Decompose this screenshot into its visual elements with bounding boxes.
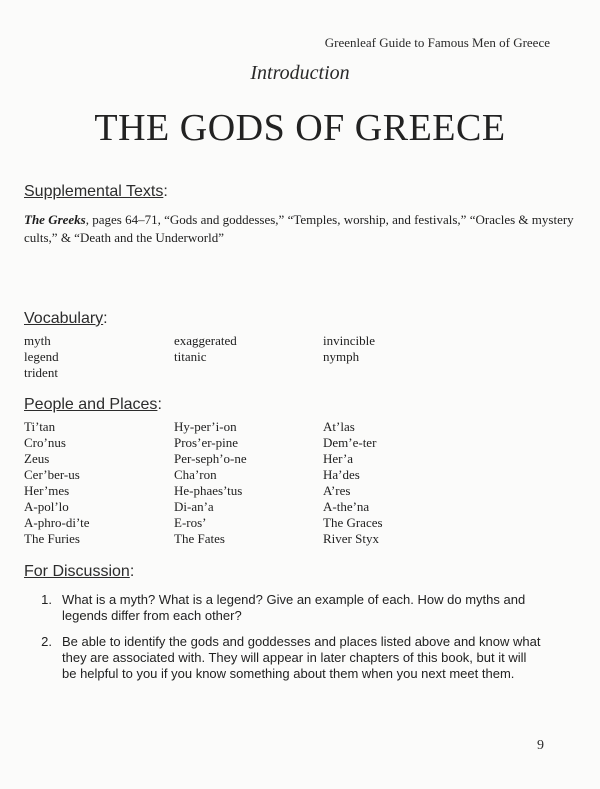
discussion-item-number: 2.: [41, 634, 52, 649]
vocabulary-list: [24, 333, 473, 381]
book-title: The Greeks: [24, 212, 86, 227]
discussion-item-text: Be able to identify the gods and goddesses and places listed above and know what they are associated with. They will appear in later chapters of this book, but it will be helpful to you if you know something about them when you next meet them.: [62, 634, 541, 681]
name-entry: Cer’ber-us: [24, 467, 80, 482]
vocab-word: exaggerated: [174, 333, 237, 348]
discussion-heading: [24, 563, 134, 581]
discussion-item: [24, 634, 544, 682]
name-entry: Hy-per’i-on: [174, 419, 237, 434]
discussion-item-number: 1.: [41, 592, 52, 607]
vocab-word: trident: [24, 365, 58, 380]
name-entry: Per-seph’o-ne: [174, 451, 247, 466]
name-entry: The Furies: [24, 531, 80, 546]
discussion-item: [24, 592, 544, 624]
name-entry: Pros’er-pine: [174, 435, 238, 450]
discussion-item-text: What is a myth? What is a legend? Give an example of each. How do myths and legends differ from each other?: [62, 592, 526, 623]
discussion-list: [24, 592, 544, 692]
vocab-word: titanic: [174, 349, 207, 364]
name-entry: Zeus: [24, 451, 50, 466]
name-entry: Dem’e-ter: [323, 435, 377, 450]
name-entry: A-the’na: [323, 499, 370, 514]
name-entry: At’las: [323, 419, 355, 434]
name-entry: Her’a: [323, 451, 354, 466]
vocab-word: myth: [24, 333, 51, 348]
name-entry: E-ros’: [174, 515, 207, 530]
name-entry: Cha’ron: [174, 467, 217, 482]
name-entry: He-phaes’tus: [174, 483, 243, 498]
supplemental-details: , pages 64–71, “Gods and goddesses,” “Temples, worship, and festivals,” “Oracles & mystery cults,” & “Death and the Underworld”: [24, 212, 574, 245]
vocab-word: nymph: [323, 349, 360, 364]
name-entry: A’res: [323, 483, 351, 498]
supplemental-heading-colon: :: [163, 183, 168, 200]
vocab-word: invincible: [323, 333, 375, 348]
supplemental-text: [24, 211, 576, 247]
vocabulary-heading-text: Vocabulary: [24, 310, 104, 327]
vocab-word: legend: [24, 349, 59, 364]
name-entry: River Styx: [323, 531, 379, 546]
people-places-list: [24, 419, 473, 547]
intro-label: Introduction: [250, 62, 350, 84]
name-entry: The Graces: [323, 515, 383, 530]
people-places-heading: [24, 396, 162, 414]
name-entry: Cro’nus: [24, 435, 66, 450]
name-entry: Ti’tan: [24, 419, 56, 434]
name-entry: A-phro-di’te: [24, 515, 90, 530]
name-entry: Ha’des: [323, 467, 360, 482]
people-places-heading-colon: :: [157, 396, 162, 413]
discussion-heading-colon: :: [129, 563, 135, 580]
vocabulary-heading-colon: :: [103, 310, 108, 327]
name-entry: The Fates: [174, 531, 225, 546]
people-places-heading-text: People and Places: [24, 396, 158, 413]
name-entry: A-pol’lo: [24, 499, 69, 514]
supplemental-heading: [24, 183, 168, 201]
running-head: Greenleaf Guide to Famous Men of Greece: [324, 35, 550, 50]
name-entry: Di-an’a: [174, 499, 214, 514]
page-number: 9: [537, 738, 544, 753]
discussion-heading-text: For Discussion: [24, 563, 130, 580]
supplemental-heading-text: Supplemental Texts: [24, 183, 164, 200]
vocabulary-heading: [24, 310, 108, 328]
name-entry: Her’mes: [24, 483, 70, 498]
page-title: THE GODS OF GREECE: [94, 107, 506, 149]
